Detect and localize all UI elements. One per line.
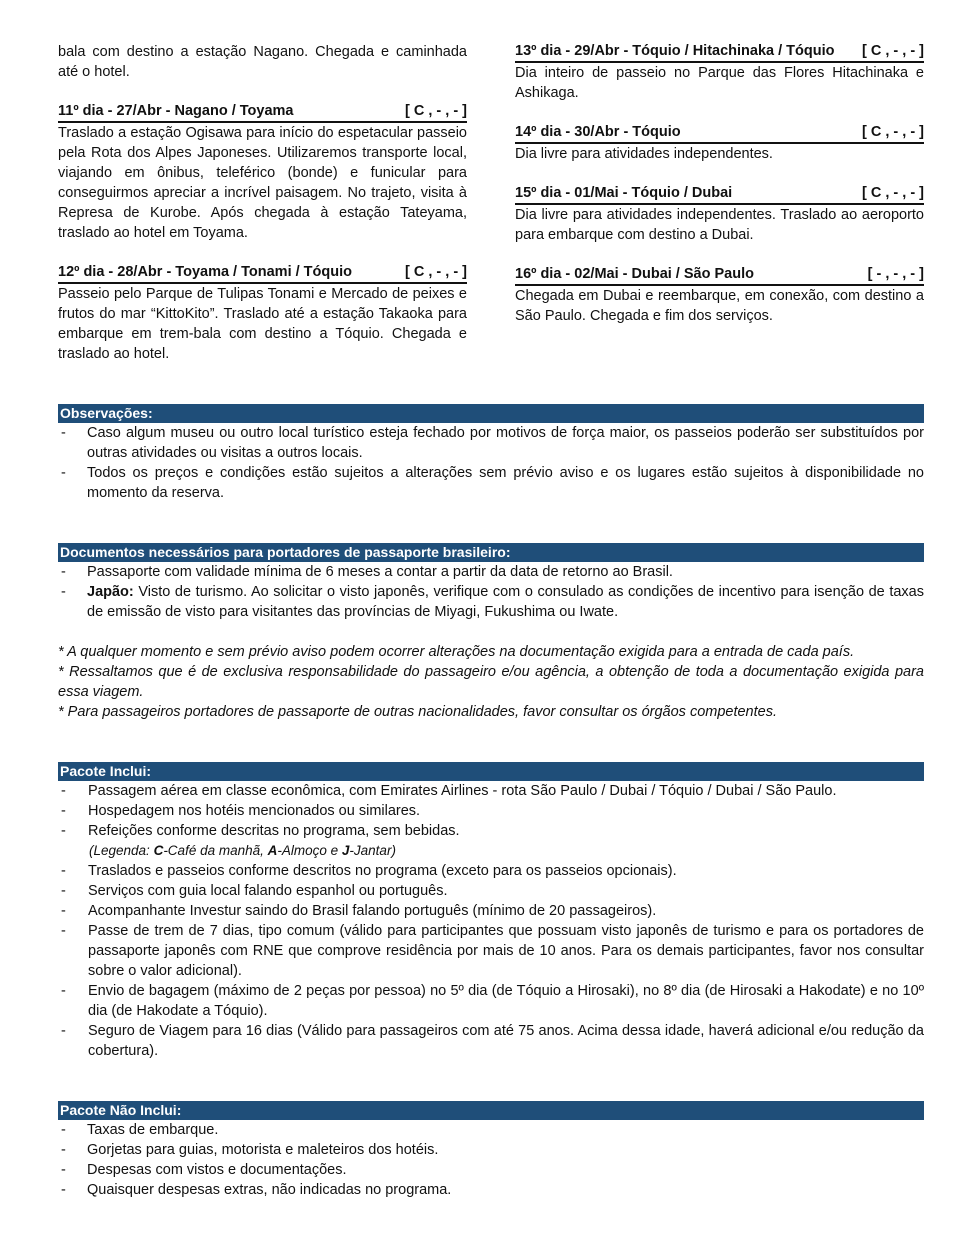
list-item: - Envio de bagagem (máximo de 2 peças por pessoa) no 5º dia (de Tóquio a Hirosaki), no 8º dia (de Hirosaki a Hakodate) e no 10º dia (de Hakodate a Tóquio). — [58, 981, 924, 1021]
day-description: Chegada em Dubai e reembarque, em conexão, com destino a São Paulo. Chegada e fim dos serviços. — [515, 288, 924, 324]
left-column — [58, 42, 467, 364]
document-note: * Ressaltamos que é de exclusiva responsabilidade do passageiro e/ou agência, a obtenção de toda a documentação exigida para essa viagem. — [58, 664, 924, 700]
day-description: Dia inteiro de passeio no Parque das Flores Hitachinaka e Ashikaga. — [515, 65, 924, 101]
document-note: * Para passageiros portadores de passaporte de outras nacionalidades, favor consultar os órgãos competentes. — [58, 704, 777, 720]
legend-prefix: (Legenda: — [89, 843, 154, 858]
day-heading — [515, 123, 924, 144]
day-title: 14º dia - 30/Abr - Tóquio — [515, 124, 681, 140]
list-item: - Hospedagem nos hotéis mencionados ou similares. — [58, 801, 924, 821]
legend-j-text: -Jantar) — [349, 843, 396, 858]
list-item — [58, 582, 924, 622]
legend-c-text: -Café da manhã, — [163, 843, 268, 858]
day-14 — [515, 123, 924, 164]
day-heading — [515, 265, 924, 286]
day-description: Dia livre para atividades independentes. Traslado ao aeroporto para embarque com destino a Dubai. — [515, 207, 924, 243]
page — [58, 42, 924, 1200]
meals-code: [ - , - , - ] — [867, 266, 924, 282]
visa-text: Visto de turismo. Ao solicitar o visto japonês, verifique com o consulado as condições de incentivo para isenção de taxas de emissão de visto para visitantes das províncias de Miyagi, Fukushima ou Iwate. — [87, 584, 924, 620]
day-description: Traslado a estação Ogisawa para início do espetacular passeio pela Rota dos Alpes Japoneses. Utilizaremos transporte local, viajando em ônibus, teleférico (bonde) e funicular para conseguirmos apreciar a incrível paisagem. No trajeto, visita à Represa de Kurobe. Após chegada à estação Tateyama, traslado ao hotel em Toyama. — [58, 125, 467, 241]
legend-a-text: -Almoço e — [277, 843, 342, 858]
list-item: - Passe de trem de 7 dias, tipo comum (válido para participantes que possuam visto japonês de turismo e para os portadores de passaporte japonês com RNE que comprove residência por mais de 10 anos. Para os demais participantes, favor nos consultar sobre o valor adicional). — [58, 921, 924, 981]
inclui-heading: Pacote Inclui: — [58, 762, 924, 781]
observacoes-section — [58, 404, 924, 503]
itinerary-columns — [58, 42, 924, 364]
day-title: 15º dia - 01/Mai - Tóquio / Dubai — [515, 185, 733, 201]
document-note: * A qualquer momento e sem prévio aviso podem ocorrer alterações na documentação exigida para a entrada de cada país. — [58, 644, 855, 660]
documentos-section — [58, 543, 924, 722]
meal-legend — [58, 841, 924, 861]
list-item: - Taxas de embarque. — [58, 1120, 924, 1140]
observacoes-list — [58, 423, 924, 503]
meals-code: [ C , - , - ] — [404, 264, 467, 280]
day-description: Passeio pelo Parque de Tulipas Tonami e Mercado de peixes e frutos do mar “KittoKito”. Traslado até a estação Takaoka para embarque em trem-bala com destino a Tóquio. Chegada e traslado ao hotel. — [58, 286, 467, 362]
nao-inclui-heading: Pacote Não Inclui: — [58, 1101, 924, 1120]
documentos-list — [58, 562, 924, 622]
list-item: - Caso algum museu ou outro local turístico esteja fechado por motivos de força maior, os passeios poderão ser substituídos por outras atividades ou visitas a outros locais. — [58, 423, 924, 463]
list-item: - Passagem aérea em classe econômica, com Emirates Airlines - rota São Paulo / Dubai / Tóquio / Dubai / São Paulo. — [58, 781, 924, 801]
day-heading — [515, 184, 924, 205]
inclui-section — [58, 762, 924, 1061]
intro-text: bala com destino a estação Nagano. Chegada e caminhada até o hotel. — [58, 44, 467, 80]
list-item: - Seguro de Viagem para 16 dias (Válido para passageiros com até 75 anos. Acima dessa idade, haverá adicional e/ou redução da cobertura). — [58, 1021, 924, 1061]
day-12 — [58, 263, 467, 364]
day-11 — [58, 102, 467, 243]
day-description: Dia livre para atividades independentes. — [515, 146, 773, 162]
meals-code: [ C , - , - ] — [404, 103, 467, 119]
day-title: 12º dia - 28/Abr - Toyama / Tonami / Tóquio — [58, 264, 352, 280]
country-label: Japão: — [87, 584, 134, 600]
legend-c: C — [153, 843, 164, 858]
meals-code: [ C , - , - ] — [861, 124, 924, 140]
list-item: - Todos os preços e condições estão sujeitos a alterações sem prévio aviso e os lugares estão sujeitos à disponibilidade no momento da reserva. — [58, 463, 924, 503]
inclui-list — [58, 781, 924, 841]
nao-inclui-list — [58, 1120, 924, 1200]
list-item: - Quaisquer despesas extras, não indicadas no programa. — [58, 1180, 924, 1200]
day-heading — [58, 263, 467, 284]
meals-code: [ C , - , - ] — [861, 43, 924, 59]
meals-code: [ C , - , - ] — [861, 185, 924, 201]
list-item: - Serviços com guia local falando espanhol ou português. — [58, 881, 924, 901]
right-column — [515, 42, 924, 364]
list-item: - Traslados e passeios conforme descritos no programa (exceto para os passeios opcionais). — [58, 861, 924, 881]
list-item: - Passaporte com validade mínima de 6 meses a contar a partir da data de retorno ao Brasil. — [58, 562, 924, 582]
day-16 — [515, 265, 924, 326]
list-item: - Despesas com vistos e documentações. — [58, 1160, 924, 1180]
day-title: 16º dia - 02/Mai - Dubai / São Paulo — [515, 266, 754, 282]
day-15 — [515, 184, 924, 245]
list-item: - Acompanhante Investur saindo do Brasil falando português (mínimo de 20 passageiros). — [58, 901, 924, 921]
nao-inclui-section — [58, 1101, 924, 1200]
documentos-heading: Documentos necessários para portadores de passaporte brasileiro: — [58, 543, 924, 562]
day-heading — [515, 42, 924, 63]
list-item: - Gorjetas para guias, motorista e maleteiros dos hotéis. — [58, 1140, 924, 1160]
inclui-list-continued — [58, 861, 924, 1061]
day-title: 13º dia - 29/Abr - Tóquio / Hitachinaka / Tóquio — [515, 43, 835, 59]
day-heading — [58, 102, 467, 123]
list-item: - Refeições conforme descritas no programa, sem bebidas. — [58, 821, 924, 841]
observacoes-heading: Observações: — [58, 404, 924, 423]
day-title: 11º dia - 27/Abr - Nagano / Toyama — [58, 103, 294, 119]
day-13 — [515, 42, 924, 103]
legend-a: A — [267, 843, 278, 858]
legend-j: J — [341, 843, 350, 858]
